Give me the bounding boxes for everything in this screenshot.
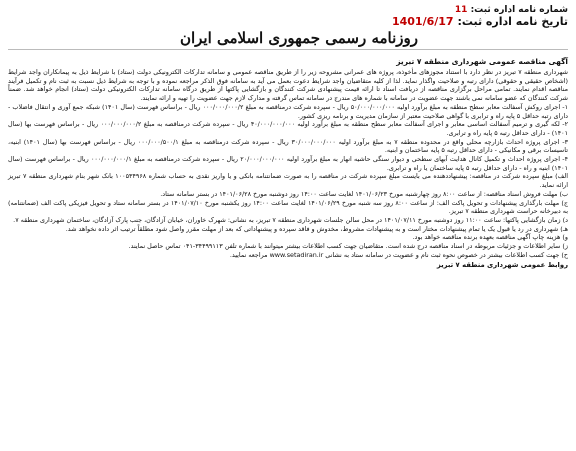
- notice-paragraph-contact: ز) سایر اطلاعات و جزئیات مربوطه در اسناد مناقصه درج شده است. متقاضیان جهت کسب اطلاعات بیشتر میتوانند با شماره تلفن ۳۴۴۹۹۱۱۳-۰۴۱ تماس حاصل نمایند.: [128, 242, 568, 251]
- notice-paragraph-item-3: ۳- اجرای پروژه احداث بازارچه محلی واقع در محدوده منطقه ۷ به مبلغ برآورد اولیه ۳۰/۰۰۰/۰۰۰/۰۰۰ ریال - سپرده شرکت درمناقصه به مبلغ ۰۰۰/۰۰۰/۵۰۰/۱ ریال - براساس فهرست بها (سال ۱۴۰۱) ابنیه، تاسیسات برقی و مکانیکی - دارای حداقل رتبه ۵ پایه ساختمان و ابنیه.: [8, 137, 568, 155]
- notice-paragraph-sale-deadline: ب) مهلت فروش اسناد مناقصه: از ساعت ۸:۰۰ روز چهارشنبه مورخ ۱۴۰۱/۰۶/۲۳ لغایت ساعت ۱۴:۰۰ روز دوشنبه مورخ ۱۴۰۱/۰۶/۲۸ در بستر سامانه ستاد.: [160, 189, 568, 198]
- notice-signature: روابط عمومی شهرداری منطقه ۷ تبریز: [436, 261, 568, 270]
- notice-paragraph-item-4: ۴- اجرای پروژه احداث و تکمیل کانال هدایت آبهای سطحی و دیوار سنگی حاشیه انهار به مبلغ برآورد اولیه ۲۰/۰۰۰/۰۰۰/۰۰۰ ریال - سپرده شرکت درمناقصه به مبلغ ۰۰۰/۰۰۰/۰۰۰/۱ ریال - براساس فهرست (سال ۱۴۰۱) ابنیه و راه - دارای حداقل رتبه ۵ پایه ساختمان یا راه و ترابری.: [8, 155, 569, 172]
- date-value: 1401/6/17: [391, 15, 454, 28]
- notice-paragraph-item-2: ۲- لکه گیری و ترمیم آسفالت اساسی معابر و اجرای آسفالت معابر سطح منطقه به مبلغ برآورد اولیه ۴۰/۰۰۰/۰۰۰/۰۰۰ ریال - سپرده شرکت درمناقصه به مبلغ ۰۰۰/۰۰۰/۰۰۰/۲ ریال - براساس فهرست بها (سال ۱۴۰۱) - دارای حداقل رتبه ۵ پایه راه و ترابری.: [8, 120, 568, 137]
- banner-divider: [8, 49, 568, 50]
- notice-paragraph-deposit: الف) مبلغ سپرده شرکت در مناقصه: پیشنهاددهنده می بایست مبلغ سپرده شرکت در مناقصه را به صورت ضمانتنامه بانکی و یا واریز نقدی به حساب شماره ۱۰۰۵۳۴۹۶۸ بانک شهر بنام شهرداری منطقه ۷ تبریز ارائه نماید.: [8, 172, 569, 190]
- notice-paragraph-rights: هـ) شهرداری در رد یا قبول یک یا تمام پیشنهادات مختار است و به پیشنهادات مشروط، مخدوش و فاقد سپرده و پیشنهاداتی که بعد از مهلت مقرر واصل شود مطلقاً ترتیب اثر داده نخواهد شد.: [65, 224, 568, 233]
- letter-meta: [392, 4, 568, 28]
- issue-label: شماره نامه اداره ثبت:: [470, 5, 568, 15]
- notice-paragraph-intro: شهرداری منطقه ۷ تبریز در نظر دارد با استناد مجوزهای مأخوذه، پروژه های عمرانی مشروحه زیر را از طریق مناقصه عمومی و سامانه تدارکات الکترونیکی دولت (ستاد) با شرایط ذیل به پیمانکاران واجد شرایط (اشخاص حقیقی و حقوقی) دارای رتبه و صلاحیت واگذار نماید. لذا از کلیه متقاضیان واجد شرایط دعوت بعمل می آید به سامانه فوق الذکر مراجعه نموده و با توجه به شرایط ذیل نسبت به ثبت نام و تکمیل فرآیند مناقصه اقدام نمایند. تمامی مراحل برگزاری مناقصه از دریافت اسناد تا ارائه قیمت پیشنهادی شرکت کنندگان و بازگشایی پاکتها از طریق درگاه سامانه تدارکات الکترونیکی دولت (ستاد) انجام خواهد شد. ضمناً شرکت کنندگان که عضو سامانه نمی باشند جهت عضویت در سامانه با شماره های مندرج در سامانه تماس گرفته و مدارک لازم جهت عضویت را تهیه و ارائه نمایند.: [8, 68, 569, 103]
- notice-paragraph-website: ح) جهت کسب اطلاعات بیشتر در خصوص نحوه ثبت نام و عضویت در سامانه ستاد به نشانی www.setadiran.ir مراجعه نمایید.: [229, 250, 568, 259]
- notice-paragraph-item-1: ۱- اجرای روکش آسفالت معابر سطح منطقه به مبلغ برآورد اولیه ۵۰/۰۰۰/۰۰۰/۰۰۰ ریال - سپرده شرکت درمناقصه به مبلغ ۰۰۰/۰۰۰/۰۰۰/۲ ریال - براساس فهرست (سال ۱۴۰۱) شبکه جمع آوری و انتقال فاضلاب - دارای رتبه حداقل ۵ پایه راه و ترابری با گواهی صلاحیت معتبر از سازمان مدیریت و برنامه ریزی کشور.: [8, 102, 569, 120]
- date-row: [392, 16, 568, 28]
- gazette-title: روزنامه رسمی جمهوری اسلامی ایران: [179, 29, 418, 47]
- notice-paragraph-submission-deadline: ج) مهلت بارگذاری پیشنهادات و تحویل پاکت الف: از ساعت ۸:۰۰ روز سه شنبه مورخ ۱۴۰۱/۰۶/۲۹ لغایت ساعت ۱۴:۰۰ روز یکشنبه مورخ ۱۴۰۱/۰۷/۱۰ در بستر سامانه ستاد و تحویل فیزیکی پاکت الف (ضمانتنامه) به دبیرخانه حراست شهرداری منطقه ۷ تبریز.: [8, 198, 569, 216]
- notice-paragraph-ad-cost: و) هزینه چاپ آگهی مناقصه بعهده برنده مناقصه خواهد بود.: [412, 233, 568, 242]
- notice-paragraph-opening: د) زمان بازگشایی پاکتها: ساعت ۱۱:۰۰ روز دوشنبه مورخ ۱۴۰۱/۰۷/۱۱ در محل سالن جلسات شهرداری منطقه ۷ تبریز، به نشانی: شهرک خاوران، خیابان آزادگان، جنب پارک آزادگان، ساختمان شهرداری منطقه ۷.: [13, 215, 568, 224]
- notice-body: [8, 56, 568, 447]
- issue-value: 11: [454, 5, 468, 15]
- notice-heading: آگهی مناقصه عمومی شهرداری منطقه ۷ تبریز: [396, 57, 568, 66]
- gazette-banner: [8, 28, 568, 48]
- date-label: تاریخ نامه اداره ثبت:: [457, 15, 568, 28]
